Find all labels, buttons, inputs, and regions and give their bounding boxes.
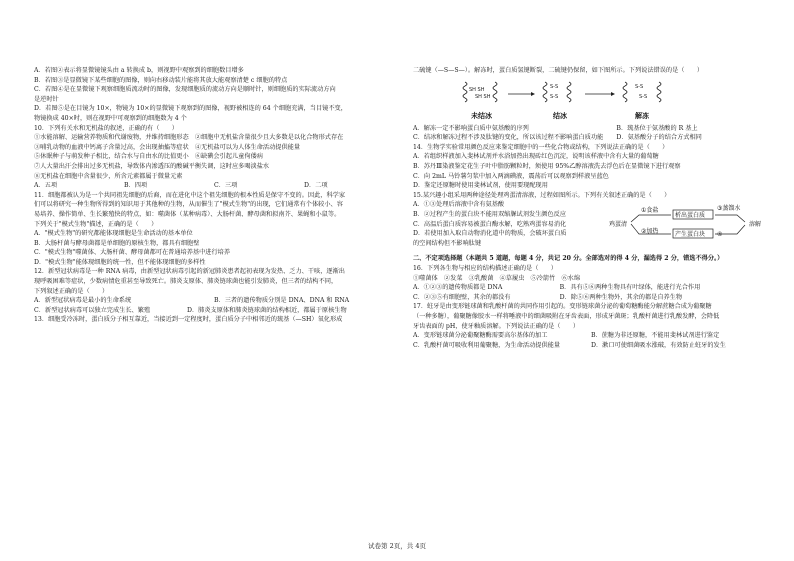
q13-option-d: D．氨基酸分子的结合方式相同 <box>616 134 702 142</box>
q10-statement: ③哺乳动物的血液中钙离子含量过高，会出现抽搐等症状 ④无机盐可以为人体生命活动提供能量 <box>34 143 301 151</box>
q15-option-a: A．①③处理后溶液中含有氨基酸 <box>413 201 505 209</box>
q10-statement: ⑦人大量出汗会排出过多无机盐，导致体内渗透压的酸碱平衡失调，这时应多喝淡盐水 <box>34 162 270 170</box>
q14-stem: 14．生物学实验常用颜色反应来鉴定细胞中的一些化合物或结构，下列说法正确的是（ ） <box>413 143 669 151</box>
q15-options <box>413 200 603 248</box>
q11-option-c: C．"模式生物"噬菌体、大肠杆菌、酵母菌都可在普通培养基中进行培养 <box>34 249 231 257</box>
q10-statement: ⑧无机盐在细胞中含量很少，所含元素都属于微量元素 <box>34 172 183 180</box>
q11-stem-cont: 们可以将研究一种生物所得到的知识用于其他种的生物，从而催生了"模式生物"的出现，它们通常有个体较小、容 <box>34 201 343 209</box>
q17-stem: 17．蛀牙是由变形链球菌和乳酸杆菌的共同作用引起的。变形链球菌分泌的葡萄糖酶能分解蔗糖合成为葡聚糖 <box>413 303 712 311</box>
page-footer: 试卷第 2页，共 4页 <box>368 542 426 550</box>
q16-options-row1 <box>413 283 769 293</box>
q17-stem-cont: （一种多糖），葡聚糖像胶水一样将唾液中的细菌吸附在牙齿表面，形成牙菌斑；乳酸杆菌进行乳酸发酵，会降低 <box>413 312 720 320</box>
q12-option-d: D．肺炎支原体和肺炎链球菌的结构相近，都属于原核生物 <box>187 306 347 314</box>
arrow-head <box>611 92 615 96</box>
flow-step-4: ④ <box>717 231 723 239</box>
label-unfrozen: 未结冰 <box>471 110 492 120</box>
label-sh: SH SH <box>469 86 485 93</box>
q17-option-a: A．变形链球菌分泌葡聚糖酶需要高尔基体的加工 <box>413 332 548 340</box>
q11-option-a: A．"模式生物"的研究都能体现细胞是生命活动的基本单位 <box>34 230 193 238</box>
q12-option-c: C．新型冠状病毒可以独立完成生长、繁殖 <box>34 306 151 314</box>
q12-question: 下列叙述正确的是（ ） <box>34 287 109 295</box>
q17-options-row2 <box>413 341 769 351</box>
protein-chain-unfrozen <box>463 82 467 102</box>
q11-stem-cont: 易培养、操作简单、生长繁殖快的特点，如：噬菌体（某种病毒）、大肠杆菌、酵母菌和拟南芥、果蝇和小鼠等。 <box>34 210 341 218</box>
flow-source: 鸡蛋清 <box>609 221 628 229</box>
label-ss: S-S <box>635 83 644 90</box>
q10-statement: ⑤休眠种子与萌发种子相比，结合水与自由水的比值更小 ⑥缺碘会引起儿童佝偻病 <box>34 153 263 161</box>
protein-freeze-diagram <box>413 78 713 122</box>
q11-stem: 11．细胞都被认为是一个共同祖先细胞的后裔，而在进化中这个祖先细胞的根本性质是保守不变的。因此，科学家 <box>34 191 346 199</box>
q9-option-b: B．若图③是显微镜下某些细胞的图像，则向右移动装片能将其放大能观察清楚 c 细胞的特点 <box>34 76 288 84</box>
flow-arrow <box>631 215 671 222</box>
q13-stem: 13．细胞受冷冻时，蛋白质分子相互靠近，当接近到一定程度时，蛋白质分子中相邻近的巯基（—SH）氧化形成 <box>34 316 343 324</box>
q12-options-row2 <box>34 306 394 316</box>
flow-step-salt: ①食盐 <box>641 207 659 215</box>
q17-option-d: D．漱口可使细菌吸水涨破，有效防止蛀牙的发生 <box>591 341 726 349</box>
label-ss: S-S <box>550 93 559 100</box>
q15-option-b: B．②过程产生的蛋白块不能用双缩脲试剂发生颜色反应 <box>413 210 567 218</box>
q11-option-b: B．大肠杆菌与酵母菌都是单细胞的原核生物，都具有细胞壁 <box>34 239 200 247</box>
q15-option-d: D．若使用加入取自动物消化道中的物质，会破坏蛋白质 <box>413 230 567 238</box>
q16-option-a: A．①②③的遗传物质都是 DNA <box>413 284 503 292</box>
q17-option-c: C．乳酸杆菌可吸收利用葡聚糖，为生命活动提供能量 <box>413 341 561 349</box>
q16-options-row2 <box>413 293 769 303</box>
q10-option: B．四项 <box>124 182 148 190</box>
q9-option-a: A．若图②表示将显微镜镜头由 a 转换成 b，则视野中观察到的细胞数目增多 <box>34 67 244 74</box>
section-2-heading: 二、不定项选择题（本题共 5 道题，每题 4 分，共记 20 分。全部选对的得 4 分，漏选得 2 分，错选不得分。） <box>413 255 724 263</box>
q9-option-c: C．若图④是在显微镜下观察细胞质流动时的图像，发现细胞质的流动方向是顺时针，则细胞质的实际流动方向 <box>34 86 336 94</box>
protein-chain-thawed <box>657 82 661 102</box>
flow-step-heat: ②加热 <box>641 228 659 236</box>
label-frozen: 结冰 <box>553 110 567 120</box>
q15-stem: 15.某兴趣小组采用两种途径处理鸡蛋清溶液，过程如图所示。下列有关叙述正确的是（ ） <box>413 191 671 199</box>
q17-question: 牙齿表面的 pH，使牙釉质溶解。下列说法正确的是（ ） <box>413 322 580 330</box>
q17-options-row1 <box>413 331 769 341</box>
flow-box-precipitate: 析出蛋白质 <box>675 212 706 220</box>
q10-options <box>34 181 394 191</box>
q10-option: A．五项 <box>34 182 58 190</box>
q16-stem: 16．下列各生物与相应的结构描述正确的是（ ） <box>413 264 557 272</box>
q10-option: C．三项 <box>214 182 238 190</box>
q14-option-a: A．若组织样液加入斐林试剂并水浴加热出现砖红色沉淀，说明该样液中含有大量的葡萄糖 <box>413 153 659 161</box>
flow-arrow <box>715 215 745 222</box>
q14-option-b: B．苏丹Ⅲ染液鉴定花生子叶中脂肪颗粒时，须使用 95%乙醇溶液洗去浮色后在显微镜下进行观察 <box>413 162 681 170</box>
q15-block <box>413 200 769 254</box>
q10-statement: ①水能溶解、运输营养物质和代谢废物，并维持细胞形态 ②细胞中无机盐含量很少且大多数是以化合物形式存在 <box>34 134 344 142</box>
q9-option-d: D．若图⑤是在目镜为 10×，物镜为 10×的显微镜下观察到的图像，视野被相连的 64 个细胞充满，当目镜不变， <box>34 105 347 113</box>
protein-chain-thawed <box>623 82 627 102</box>
q12-options-row1 <box>34 296 394 306</box>
q14-option-c: C．向 2mL 马铃薯匀浆中加入两滴碘液，震荡后可以观察到样液呈蓝色 <box>413 172 609 180</box>
arrow-head <box>531 92 535 96</box>
q13-option-b: B．巯基位于氨基酸的 R 基上 <box>616 124 698 132</box>
left-column <box>34 66 394 325</box>
label-sh: SH SH <box>475 93 491 100</box>
flow-end: 溶解 <box>749 221 762 229</box>
q17-option-b: B．蔗糖为非还原糖，不能用斐林试剂进行鉴定 <box>591 332 720 340</box>
q15-option-d-cont: 的空间结构但不影响肽键 <box>413 239 482 247</box>
q9-option-d-cont: 物镜换成 40×时，则在视野中可观察到的细胞数为 4 个 <box>34 114 187 122</box>
q12-stem-cont: 现呼吸困难等症状，少数病情危重甚至导致死亡。肺炎支原体、肺炎链球菌也能引发肺炎，但三者的结构不同， <box>34 278 338 286</box>
label-thawed: 解冻 <box>635 110 649 120</box>
label-ss: S-S <box>550 83 559 90</box>
q13-options-row2 <box>413 133 769 143</box>
q11-option-d: D．"模式生物"能体现细胞的统一性，但不能体现细胞的多样性 <box>34 258 206 266</box>
q12-option-a: A．新型冠状病毒是最小的生命系统 <box>34 297 132 305</box>
protein-chain-frozen <box>543 82 547 102</box>
protein-chain-unfrozen <box>493 82 497 102</box>
q16-list: ①噬菌体 ②发菜 ③乳酸菌 ④草履虫 ⑤冷箭竹 ⑥水绵 <box>413 274 581 282</box>
q16-option-d: D．除⑤⑥两种生物外，其余的都是自养生物 <box>559 293 683 301</box>
q11-question: 下列关于"模式生物"描述，正确的是（ ） <box>34 220 158 228</box>
flow-box-block: 产生蛋白块 <box>675 231 706 239</box>
q10-stem: 10．下列有关水和无机盐的叙述，正确的有（ ） <box>34 124 178 132</box>
q10-option: D．二项 <box>304 182 328 190</box>
flow-step-water: ③蒸馏水 <box>717 205 741 213</box>
q12-stem: 12．新型冠状病毒是一种 RNA 病毒，由新型冠状病毒引起的新冠肺炎患者起初表现为发热、乏力、干咳，逐渐出 <box>34 268 345 276</box>
protein-chain-frozen <box>567 82 571 102</box>
q13-option-a: A．解冻一定不影响蛋白质中氨基酸的序列 <box>413 124 529 132</box>
protein-freeze-figure <box>413 78 769 122</box>
q13-option-c: C．结冰和解冻过程不涉及肽键的变化，所以该过程不影响蛋白质功能 <box>413 134 604 142</box>
q14-option-d: D．鉴定还原糖时使用斐林试剂，使用要现配现用 <box>413 182 548 190</box>
q12-option-b: B．三者的遗传物质分别是 DNA、DNA 和 RNA <box>214 297 350 305</box>
q13-stem-cont: 二硫键（—S—S—）。解冻时，蛋白质氢键断裂，二硫键仍保留，如下图所示。下列说法错误的是（ ） <box>413 67 703 74</box>
q15-option-c: C．高温后蛋白质容易被蛋白酶水解，吃熟鸡蛋容易消化 <box>413 220 567 228</box>
label-ss: S-S <box>639 93 648 100</box>
right-column <box>413 66 769 350</box>
q13-options-row1 <box>413 124 769 134</box>
q16-option-c: C．②③⑤有细胞壁，其余的都没有 <box>413 293 511 301</box>
egg-white-flowchart <box>609 200 769 250</box>
q9-option-c-cont: 是逆时针 <box>34 95 59 103</box>
q16-option-b: B．具有⑤⑥两种生物具有叶绿体，能进行光合作用 <box>559 284 701 292</box>
